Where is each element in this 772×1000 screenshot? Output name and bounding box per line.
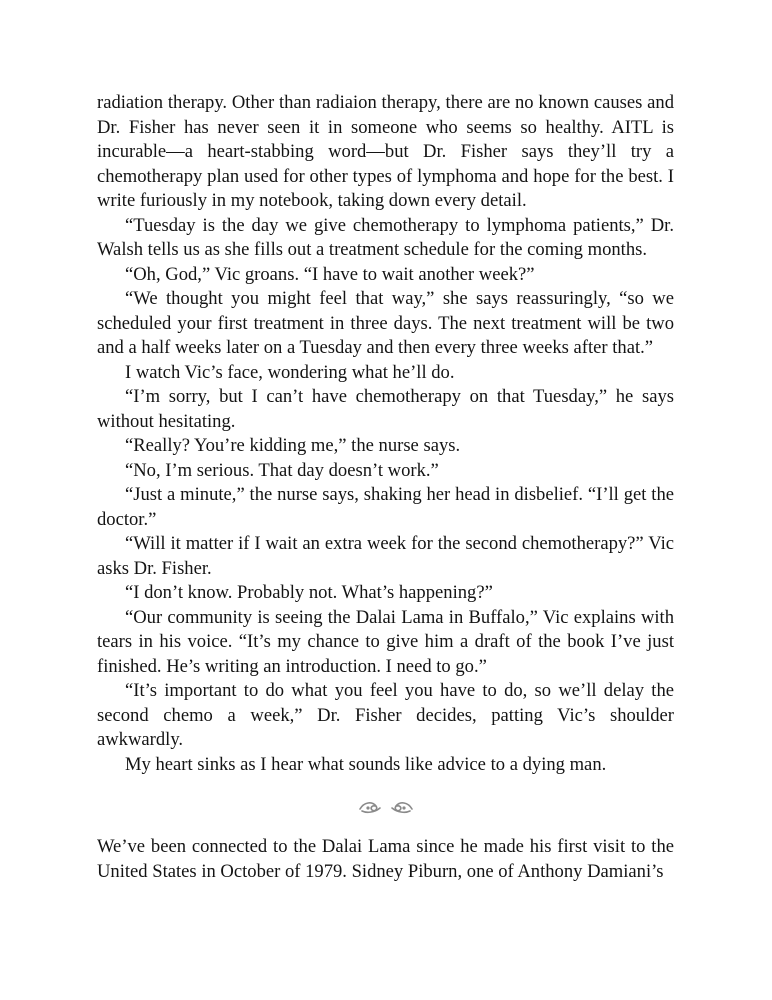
paragraph: “Oh, God,” Vic groans. “I have to wait another week?” — [125, 263, 535, 285]
paragraph: “Just a minute,” the nurse says, shaking her head in disbelief. “I’ll get the doctor.” — [97, 484, 674, 530]
paragraph: We’ve been connected to the Dalai Lama since he made his first visit to the United States in October of 1979. Sidney Piburn, one of Anthony Damiani’s — [97, 836, 674, 882]
paragraph: “Really? You’re kidding me,” the nurse says. — [125, 435, 461, 456]
paragraph: “I’m sorry, but I can’t have chemotherapy on that Tuesday,” he says without hesitating. — [97, 386, 674, 432]
paragraph: “We thought you might feel that way,” she says reassuringly, “so we scheduled your first treatment in three days. The next treatment will be two and a half weeks later on a Tuesday and then every three weeks after that.” — [97, 288, 674, 358]
paragraph: “Our community is seeing the Dalai Lama in Buffalo,” Vic explains with tears in his voice. “It’s my chance to give him a draft of the book I’ve just finished. He’s writing an introduction. I need to go.” — [97, 606, 674, 677]
fleuron-ornament-icon — [356, 796, 416, 816]
paragraph: “Tuesday is the day we give chemotherapy to lymphoma patients,” Dr. Walsh tells us as she fills out a treatment schedule for the coming months. — [97, 214, 674, 260]
paragraph: I watch Vic’s face, wondering what he’ll do. — [125, 361, 455, 383]
section-after-break — [97, 835, 674, 884]
paragraph: “Will it matter if I wait an extra week for the second chemotherapy?” Vic asks Dr. Fisher. — [97, 533, 674, 579]
section-before-break — [97, 91, 674, 777]
paragraph: “I don’t know. Probably not. What’s happening?” — [125, 582, 493, 603]
paragraph: radiation therapy. Other than radiaion therapy, there are no known causes and Dr. Fisher has never seen it in someone who seems so healthy. AITL is incurable—a heart-stabbing word—but Dr. Fisher says they’ll try a chemotherapy plan used for other types of lymphoma and hope for the best. I write furiously in my notebook, taking down every detail. — [97, 92, 674, 211]
paragraph: “No, I’m serious. That day doesn’t work.” — [125, 459, 439, 481]
paragraph: My heart sinks as I hear what sounds like advice to a dying man. — [125, 753, 607, 775]
paragraph: “It’s important to do what you feel you have to do, so we’ll delay the second chemo a week,” Dr. Fisher decides, patting Vic’s shoulder awkwardly. — [97, 680, 674, 750]
section-break-ornament — [97, 777, 674, 835]
body-text — [97, 91, 674, 884]
